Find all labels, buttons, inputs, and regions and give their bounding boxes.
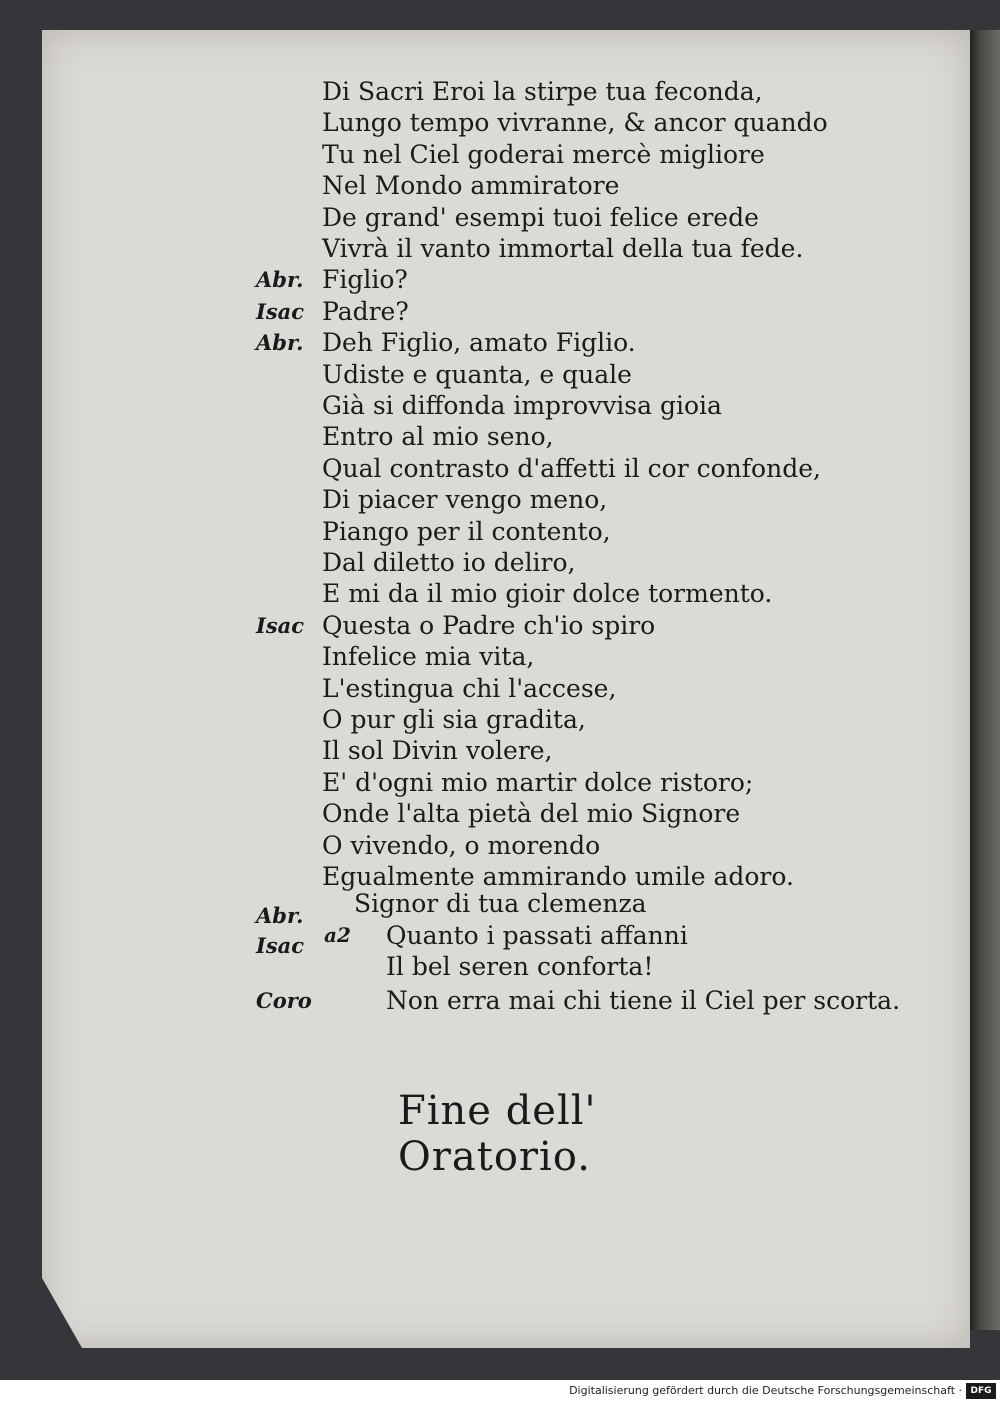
verse-text: Di Sacri Eroi la stirpe tua feconda,: [322, 77, 763, 106]
verse-line: [42, 484, 970, 515]
verse-text: De grand' esempi tuoi felice erede: [322, 202, 759, 232]
duet-line-2: [42, 920, 970, 958]
dfg-logo-icon: DFG: [966, 1383, 996, 1399]
verse-line: [42, 76, 970, 107]
verse-text: Signor di tua clemenza: [354, 889, 647, 918]
verse-text: Deh Figlio, amato Figlio.: [322, 328, 636, 358]
verse-text: O pur gli sia gradita,: [322, 705, 586, 734]
speaker-label: Coro: [256, 988, 312, 1013]
book-spine: [968, 30, 1000, 1330]
verse-text: Onde l'alta pietà del mio Signore: [322, 799, 741, 829]
verse-line: [42, 327, 970, 358]
verse-text: Già si diffonda improvvisa gioia: [322, 391, 722, 420]
speaker-label: Isac: [256, 612, 305, 638]
verse-text: Padre?: [322, 296, 409, 326]
verse-text: Tu nel Ciel goderai mercè migliore: [322, 139, 765, 169]
speaker-label: Abr.: [256, 267, 304, 293]
verse-line: [42, 421, 970, 452]
verse-text: L'estingua chi l'accese,: [322, 673, 617, 703]
verse-text: Il sol Divin volere,: [322, 736, 553, 766]
verse-text: Nel Mondo ammiratore: [322, 171, 620, 201]
verse-line: [42, 296, 970, 327]
footer-credit: Digitalisierung gefördert durch die Deutsche Forschungsgemeinschaft ·: [569, 1384, 962, 1397]
verse-text: Figlio?: [322, 265, 408, 295]
verse-text: Dal diletto io deliro,: [322, 548, 576, 577]
verse-line: [42, 547, 970, 578]
verse-text: Vivrà il vanto immortal della tua fede.: [322, 234, 804, 263]
verse-line: [42, 390, 970, 421]
duet-marker: a2: [324, 923, 351, 947]
verse-line: [42, 767, 970, 798]
verse-line: [42, 798, 970, 829]
verse-line: [42, 359, 970, 390]
duet-line-3: [42, 951, 970, 982]
verse-line: [42, 610, 970, 641]
verse-text: E mi da il mio gioir dolce tormento.: [322, 579, 773, 609]
verse-line: [42, 453, 970, 484]
chorus-line: [42, 985, 970, 1016]
verse-text: Infelice mia vita,: [322, 642, 535, 672]
verse-line: [42, 107, 970, 138]
speaker-label: Abr.: [256, 903, 304, 928]
verse-line: [42, 735, 970, 766]
verse-line: [42, 233, 970, 264]
verse-line: [42, 139, 970, 170]
verse-text: Di piacer vengo meno,: [322, 485, 608, 515]
verse-text: O vivendo, o morendo: [322, 830, 601, 860]
verse-text: Qual contrasto d'affetti il cor confonde,: [322, 453, 821, 483]
verse-text: Udiste e quanta, e quale: [322, 359, 632, 389]
verse-line: [42, 830, 970, 861]
verse-line: [42, 578, 970, 609]
verse-text: Non erra mai chi tiene il Ciel per scorta.: [386, 986, 901, 1015]
verse-text: Entro al mio seno,: [322, 422, 554, 452]
verse-text: Questa o Padre ch'io spiro: [322, 610, 656, 640]
duet-line-1: [42, 888, 970, 928]
verse-text: Piango per il contento,: [322, 516, 611, 546]
verse-line: [42, 641, 970, 672]
verse-line: [42, 170, 970, 201]
verse-text: Lungo tempo vivranne, & ancor quando: [322, 108, 828, 138]
verse-text: Il bel seren conforta!: [386, 952, 654, 981]
speaker-label: Isac: [256, 298, 305, 324]
verse-line: [42, 516, 970, 547]
ending-title: Fine dell' Oratorio.: [398, 1088, 597, 1180]
footer-bar: [0, 1380, 1000, 1403]
verse-line: [42, 704, 970, 735]
verse-text: Egualmente ammirando umile adoro.: [322, 862, 794, 891]
book-page: [42, 30, 970, 1348]
verse-line: [42, 673, 970, 704]
verse-text: Quanto i passati affanni: [386, 921, 688, 950]
verse-line: [42, 264, 970, 295]
speaker-label: Abr.: [256, 330, 304, 356]
verse-line: [42, 202, 970, 233]
verse-text: E' d'ogni mio martir dolce ristoro;: [322, 767, 754, 797]
speaker-label: Isac: [256, 933, 305, 958]
